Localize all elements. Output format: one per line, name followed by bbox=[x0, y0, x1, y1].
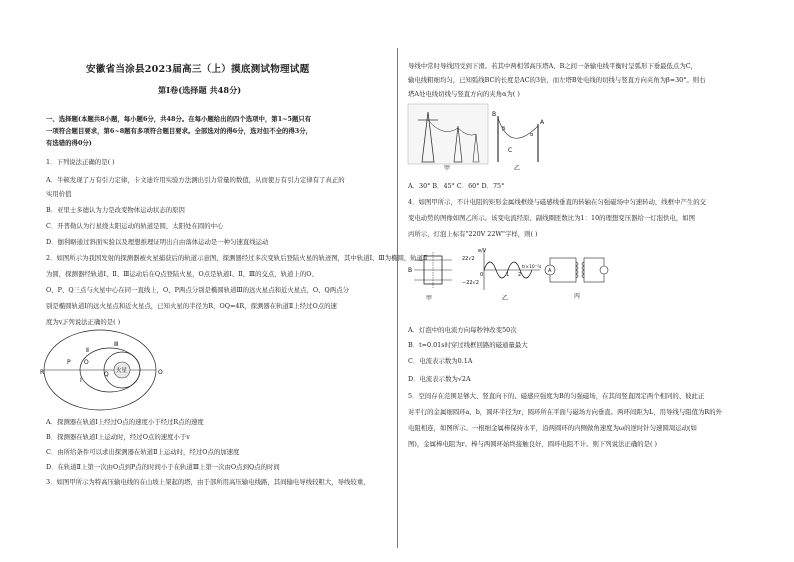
lamp-icon bbox=[600, 266, 608, 274]
coil-figure-jia bbox=[408, 250, 458, 302]
label-q: Q bbox=[104, 371, 109, 378]
fig4-t2-label: 2 bbox=[518, 272, 522, 278]
svg-text:B: B bbox=[408, 267, 413, 274]
q5-line-4: 图)，金属棒电阻为r。棒与两圆环始终接触良好，圆环电阻不计。则下列说法正确的是( ) bbox=[408, 440, 658, 448]
fig3-label-a: A bbox=[540, 119, 545, 126]
q2-line-4: 别是椭圆轨道Ⅰ的远火星点和近火星点，已知火星的半径为R，OQ=4R，探测器在轨道Ⅱ上经过O点的速 bbox=[46, 302, 337, 310]
instruction-line-2: 一项符合题目要求，第6~8题有多项符合题目要求。全部选对的得6分，选对但不全的得3分， bbox=[46, 127, 312, 135]
q4-option-d: D．电流表示数为√2A bbox=[408, 375, 471, 383]
section-subtitle: 第Ⅰ卷(选择题 共48分) bbox=[158, 85, 242, 95]
mars-label: 火星 bbox=[116, 368, 128, 374]
q1-stem: 1．下列说法正确的是( ) bbox=[46, 158, 115, 166]
column-divider bbox=[397, 48, 398, 548]
fig4-t1-label: 1 bbox=[506, 272, 510, 278]
exam-title: 安徽省当涂县2023届高三（上）摸底测试物理试题 bbox=[86, 64, 310, 75]
q4-option-b: B．t=0.01s时穿过线框回路的磁通量最大 bbox=[408, 341, 528, 349]
label-orbit-ii: Ⅱ bbox=[86, 347, 89, 354]
orbit-diagram bbox=[40, 330, 163, 410]
q5-line-1: 5．空间存在范围足够大、竖直向下的、磁感应强度为B的匀强磁场，在其间竖直固定两个相同的、彼此正 bbox=[408, 392, 705, 400]
q2-option-c: C．由所给条件可以求出探测器在轨道Ⅱ上运动时，经过O点的加速度 bbox=[46, 448, 240, 456]
q1-option-a-cont: 实用价值 bbox=[46, 190, 72, 198]
q2-line-1: 2．如图所示为我国发射的探测器被火星捕获后的轨道示意图，探测器经过多次变轨后登陆火星的轨迹图，其中轨道Ⅰ、Ⅲ为椭圆，轨道Ⅱ bbox=[46, 254, 428, 262]
circuit-figure-bing bbox=[548, 252, 608, 302]
q4-option-a: A．灯泡中的电流方向每秒钟改变50次 bbox=[408, 326, 517, 334]
q5-line-3: 电阻相连，如图所示。一根细金属棒保持水平，沿两圆环的内侧做角速度为ω的逆时针匀速圆周运动(如 bbox=[408, 424, 697, 432]
label-r: R bbox=[40, 369, 45, 376]
q5-line-2: 对平行的金属细圆环a、b，圆环半径为r，圆环所在平面与磁场方向垂直。两环间距为L，用导线与阻值为R的外 bbox=[408, 408, 722, 416]
fig3-label-yi: 乙 bbox=[514, 165, 521, 172]
cable-figure-yi bbox=[488, 104, 548, 170]
q1-option-d: D．伽利略通过斜面实验以及理想推理证明出自由落体运动是一种匀速直线运动 bbox=[46, 238, 269, 246]
q2-line-6: 下列说法正确的是( ) bbox=[62, 318, 121, 326]
tower-figure-jia bbox=[408, 104, 488, 170]
q3-cont-line-1: 导线中常时导线因受到下滑。若其中两相邻高压塔A、B之间一条输电线平衡时呈弧形下垂最低点为C， bbox=[408, 62, 697, 70]
fig4-label-bing: 丙 bbox=[574, 293, 581, 300]
fig3-label-alpha: α bbox=[530, 132, 534, 138]
emf-graph-yi bbox=[462, 248, 542, 302]
q2-option-a: A．探测器在轨道Ⅰ上经过O点的速度小于经过R点的速度 bbox=[46, 418, 204, 426]
q2-option-d: D．在轨道Ⅱ上第一次由O点到P点的时间小于在轨道Ⅲ上第一次由O点到Q点的时间 bbox=[46, 463, 280, 471]
label-p: P bbox=[67, 359, 71, 366]
q4-option-c: C．电流表示数为0.1A bbox=[408, 357, 473, 365]
fig3-label-c: C bbox=[508, 147, 513, 154]
q1-option-c: C．开普勒认为行星绕太阳运动的轨道是圆，太阳处在圆的中心 bbox=[46, 222, 224, 230]
q3-cont-line-2: 输电线粗细均匀，已知弧线BC的长度是AC的3倍，而左塔B处电线的切线与竖直方向夹角为β=30°。则右 bbox=[408, 76, 706, 84]
q4-line-3: 丙所示，灯泡上标有"220V 22W"字样，则( ) bbox=[408, 230, 538, 238]
q2-option-b: B．探测器在轨道Ⅰ上运动时，经过O点的速度小于v bbox=[46, 433, 190, 441]
label-o2: O bbox=[158, 369, 163, 376]
fig4-label-yi: 乙 bbox=[502, 295, 509, 302]
q3-options: A．30° B．45° C．60° D．75° bbox=[408, 182, 505, 190]
fig4-minus-label: −22√2 bbox=[462, 280, 479, 286]
q2-line-5: 度为v。 bbox=[46, 318, 69, 326]
label-orbit-i: Ⅰ bbox=[80, 377, 82, 384]
fig4-meter-label: A bbox=[548, 268, 552, 274]
instruction-line-3: 有选错的得0分) bbox=[46, 139, 92, 147]
fig4-t-axis: t/×10⁻²s bbox=[522, 265, 542, 270]
fig4-zero-label: 0 bbox=[480, 272, 484, 278]
q2-line-3: O、P、Q三点与火星中心在同一直线上，O、P两点分别是椭圆轨道Ⅲ的远火星点和近火星点，O、Q两点分 bbox=[46, 286, 349, 294]
q4-line-2: 变电动势的图像如图乙所示。该变电流经原、副线圈匝数比为1：10的理想变压器给一灯泡供电，如图 bbox=[408, 214, 695, 222]
fig3-label-jia: 甲 bbox=[444, 165, 451, 172]
fig4-e-axis: e/V bbox=[478, 248, 487, 254]
q2-line-2: 为圆，探测器经轨道Ⅰ、Ⅱ、Ⅲ运动后在Q点登陆火星，O点是轨道Ⅰ、Ⅱ、Ⅲ的交点，轨道上的O、 bbox=[46, 270, 318, 278]
q3-cont-line-3: 塔A处电线切线与竖直方向的夹角α为( ) bbox=[408, 90, 520, 98]
q1-option-a: A．牛顿发现了万有引力定律，卡文迪许用实验方法测出引力常量的数值，从而使万有引力定律有了真正的 bbox=[46, 176, 345, 184]
q1-option-b: B．亚里士多德认为力是改变物体运动状态的原因 bbox=[46, 206, 185, 214]
fig4-label-jia: 甲 bbox=[426, 295, 433, 302]
q4-line-1: 4．如图甲所示，不计电阻的矩形金属线框绕与磁感线垂直的转轴在匀强磁场中匀速转动，线框中产生的交 bbox=[408, 198, 707, 206]
instruction-line-1: 一、选择题(本题共8小题，每小题6分，共48分。在每小题给出的四个选项中，第1~5题只有 bbox=[46, 115, 312, 123]
fig3-label-b: B bbox=[492, 111, 497, 118]
label-o: O bbox=[84, 359, 89, 366]
fig3-label-beta: β bbox=[502, 126, 506, 132]
fig4-plus-label: 22√2 bbox=[462, 256, 475, 262]
label-orbit-iii: Ⅲ bbox=[114, 341, 119, 348]
q3-line-1: 3．如图甲所示为特高压输电线的在山坡上架起的塔，由于部所用高压输电线路，其间输电导线较粗大，导线较重， bbox=[46, 478, 370, 486]
